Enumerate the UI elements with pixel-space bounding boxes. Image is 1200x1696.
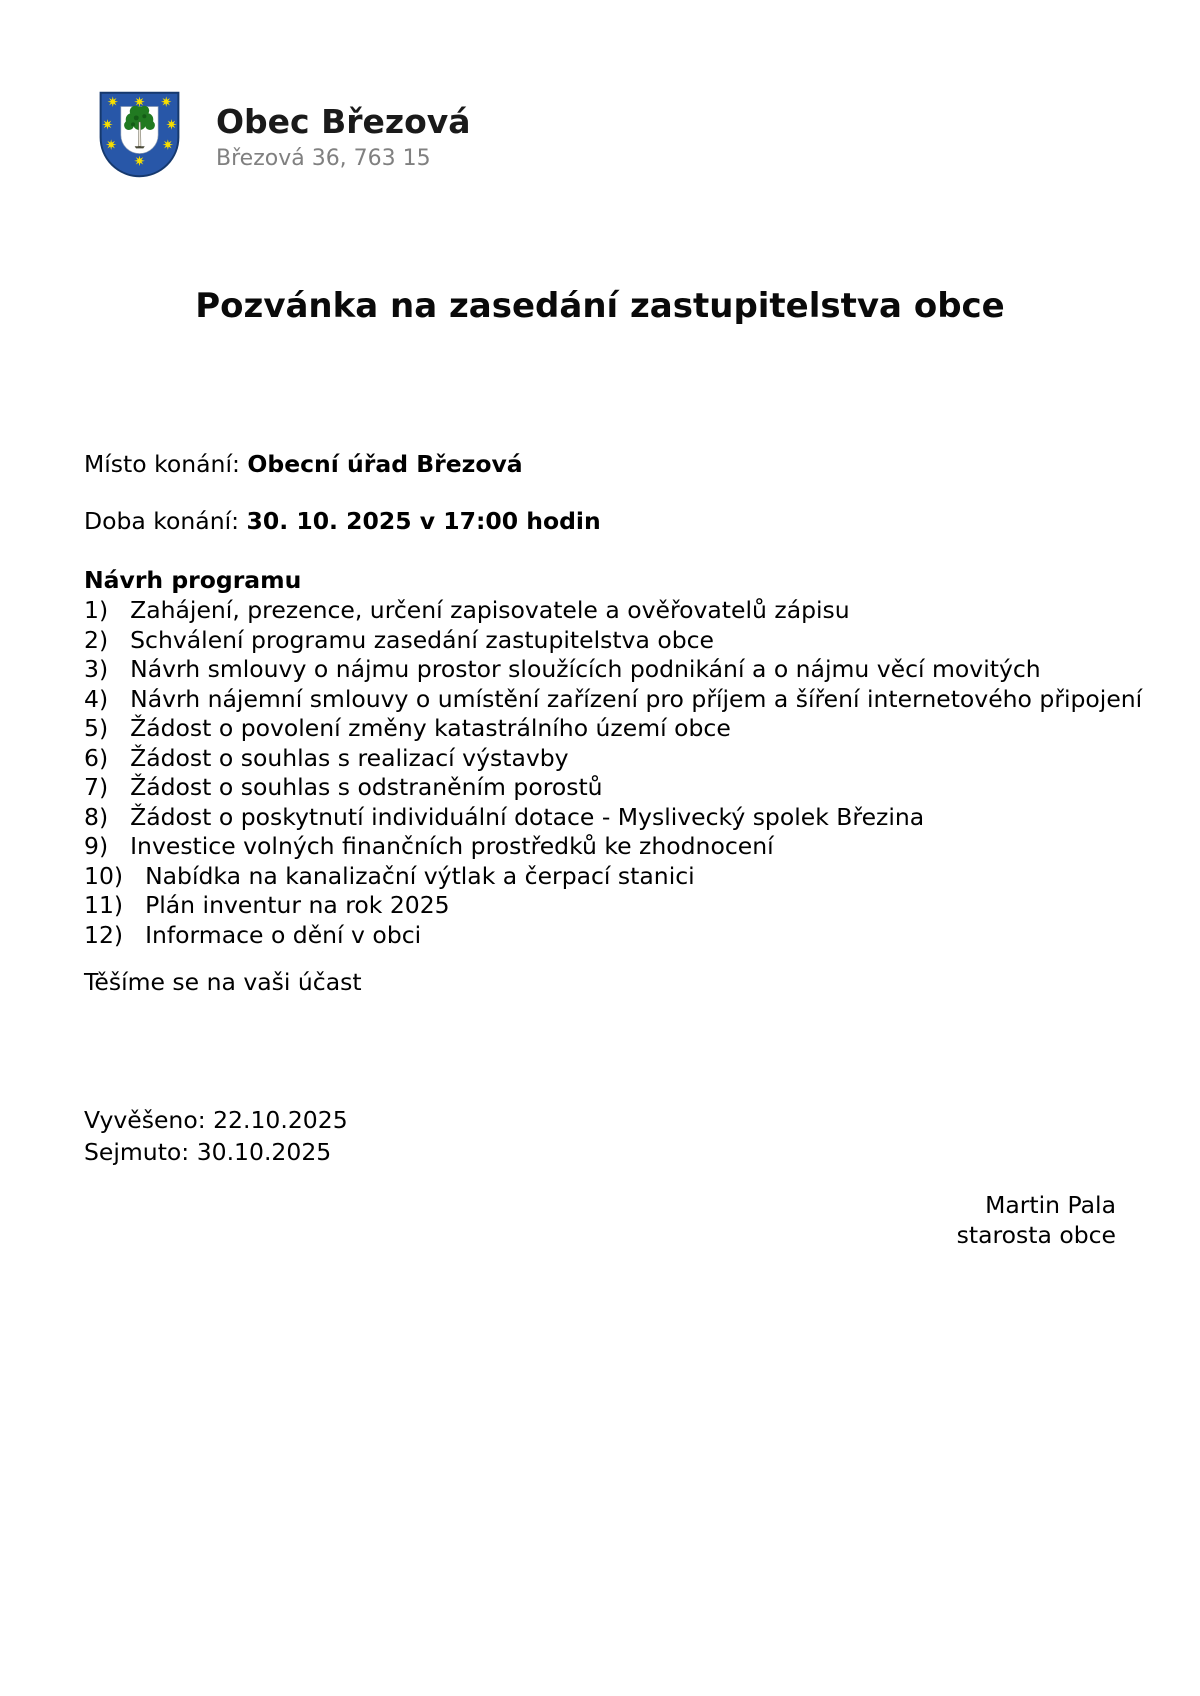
agenda-item-text: Plán inventur na rok 2025 — [145, 891, 450, 919]
meeting-time-label: Doba konání: — [84, 507, 240, 535]
removed-line — [84, 1138, 331, 1166]
agenda-item-number: 12) — [84, 920, 124, 949]
meeting-time-line — [84, 507, 601, 535]
agenda-item — [84, 803, 1180, 833]
agenda-heading: Návrh programu — [84, 566, 302, 594]
agenda-item — [84, 626, 1180, 656]
agenda-item-number: 5) — [84, 714, 109, 742]
meeting-place-label: Místo konání: — [84, 450, 240, 478]
agenda-item-number: 3) — [84, 655, 109, 683]
agenda-item-text: Návrh smlouvy o nájmu prostor sloužících podnikání a o nájmu věcí movitých — [130, 655, 1041, 683]
agenda-item-text: Schválení programu zasedání zastupitelstva obce — [130, 625, 715, 654]
removed-date: 30.10.2025 — [196, 1138, 332, 1166]
posted-label: Vyvěšeno: — [84, 1106, 206, 1134]
agenda-item-number: 10) — [84, 861, 124, 890]
closing-line: Těšíme se na vaši účast — [84, 968, 362, 996]
agenda-item — [84, 744, 1180, 774]
posted-line — [84, 1106, 348, 1134]
posted-date: 22.10.2025 — [213, 1106, 348, 1134]
agenda-item-number: 8) — [84, 802, 109, 831]
letterhead — [99, 91, 471, 178]
agenda-item-text: Žádost o souhlas s odstraněním porostů — [130, 773, 603, 801]
agenda-item-text: Žádost o poskytnutí individuální dotace - Myslivecký spolek Březina — [130, 802, 925, 831]
org-name: Obec Březová — [216, 102, 471, 141]
agenda-item-number: 1) — [84, 596, 109, 624]
agenda-item-text: Nabídka na kanalizační výtlak a čerpací stanici — [145, 861, 695, 890]
coat-of-arms-svg — [99, 91, 180, 178]
agenda-item — [84, 832, 1180, 862]
agenda-item — [84, 596, 1180, 626]
agenda-item — [84, 685, 1180, 715]
agenda-item-number: 11) — [84, 891, 124, 919]
agenda-item-number: 7) — [84, 773, 109, 801]
agenda-item-text: Návrh nájemní smlouvy o umístění zařízení pro příjem a šíření internetového připojení — [130, 684, 1143, 713]
agenda-item — [84, 714, 1180, 744]
agenda-item-number: 9) — [84, 832, 109, 860]
org-block — [216, 91, 471, 172]
agenda-item-number: 2) — [84, 625, 109, 654]
agenda-item — [84, 921, 1180, 951]
signer-role: starosta obce — [956, 1221, 1116, 1249]
org-address: Březová 36, 763 15 — [216, 146, 431, 171]
agenda-item-text: Zahájení, prezence, určení zapisovatele a ověřovatelů zápisu — [130, 596, 850, 624]
agenda-item-number: 4) — [84, 684, 109, 713]
removed-label: Sejmuto: — [84, 1138, 190, 1166]
agenda-item-text: Informace o dění v obci — [145, 920, 422, 949]
agenda-item — [84, 862, 1180, 892]
signature-block — [957, 1190, 1116, 1250]
agenda-item-text: Žádost o povolení změny katastrálního území obce — [130, 714, 731, 742]
agenda-item — [84, 891, 1180, 921]
agenda-item — [84, 773, 1180, 803]
coat-of-arms-icon — [99, 91, 180, 178]
agenda-item-text: Žádost o souhlas s realizací výstavby — [130, 743, 569, 772]
agenda-item — [84, 655, 1180, 685]
meeting-place-line — [84, 450, 523, 478]
agenda-item-text: Investice volných finančních prostředků ke zhodnocení — [130, 832, 774, 860]
page-title: Pozvánka na zasedání zastupitelstva obce — [195, 286, 1005, 326]
agenda-item-number: 6) — [84, 743, 109, 772]
meeting-time-value: 30. 10. 2025 v 17:00 hodin — [246, 507, 601, 535]
meeting-place-value: Obecní úřad Březová — [247, 450, 523, 478]
signer-name: Martin Pala — [985, 1191, 1116, 1219]
agenda-section — [84, 564, 1180, 950]
